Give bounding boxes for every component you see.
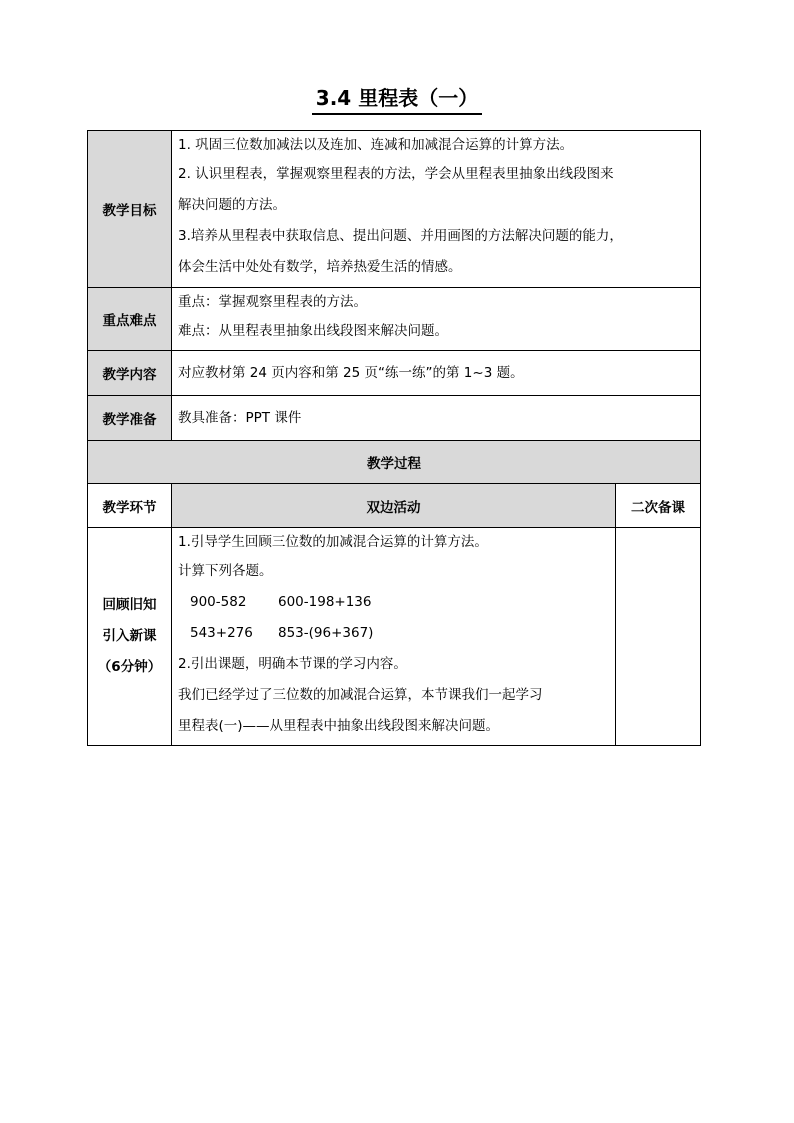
review-line-1: 1.引导学生回顾三位数的加减混合运算的计算方法。 xyxy=(178,534,488,550)
calc-item: 900-582 xyxy=(190,594,247,610)
calc-row-1 xyxy=(172,587,615,618)
label-teaching-prep: 教学准备 xyxy=(88,396,172,441)
review-line-6: 我们已经学过了三位数的加减混合运算，本节课我们一起学习 xyxy=(178,687,543,703)
label-teaching-content: 教学内容 xyxy=(88,351,172,396)
teaching-content-text xyxy=(172,351,701,396)
label-key-points: 重点难点 xyxy=(88,288,172,351)
review-label-line-3: （6分钟） xyxy=(97,659,162,675)
calc-item: 543+276 xyxy=(190,625,253,641)
review-activity-content xyxy=(172,528,616,746)
key-point-line-2: 难点：从里程表里抽象出线段图来解决问题。 xyxy=(178,323,448,339)
row-teaching-prep xyxy=(88,396,701,441)
teaching-goals-content xyxy=(172,131,701,288)
review-line-7: 里程表(一)——从里程表中抽象出线段图来解决问题。 xyxy=(178,718,500,734)
calc-item: 600-198+136 xyxy=(278,594,372,610)
row-teaching-content xyxy=(88,351,701,396)
page-title: 3.4 里程表（一） xyxy=(0,82,794,111)
goal-line-1: 1. 巩固三位数加减法以及连加、连减和加减混合运算的计算方法。 xyxy=(178,137,574,153)
col-header-notes: 二次备课 xyxy=(616,484,701,528)
key-points-content xyxy=(172,288,701,351)
calc-row-2 xyxy=(172,618,615,649)
col-header-stage: 教学环节 xyxy=(88,484,172,528)
goal-line-4: 3.培养从里程表中获取信息、提出问题、并用画图的方法解决问题的能力， xyxy=(178,228,623,244)
review-line-5: 2.引出课题，明确本节课的学习内容。 xyxy=(178,656,407,672)
goal-line-2: 2. 认识里程表，掌握观察里程表的方法，学会从里程表里抽象出线段图来 xyxy=(178,166,614,182)
teaching-process-heading: 教学过程 xyxy=(88,441,701,484)
col-header-activity: 双边活动 xyxy=(172,484,616,528)
review-line-2: 计算下列各题。 xyxy=(178,563,273,579)
key-point-line-1: 重点：掌握观察里程表的方法。 xyxy=(178,294,367,310)
review-label-line-1: 回顾旧知 xyxy=(102,597,157,613)
calc-item: 853-(96+367) xyxy=(278,625,374,641)
goal-line-3: 解决问题的方法。 xyxy=(178,197,286,213)
label-teaching-goals: 教学目标 xyxy=(88,131,172,288)
row-teaching-goals xyxy=(88,131,701,288)
teaching-content-line: 对应教材第 24 页内容和第 25 页“练一练”的第 1~3 题。 xyxy=(178,364,524,381)
row-key-points xyxy=(88,288,701,351)
review-notes-cell xyxy=(616,528,701,746)
label-review-stage xyxy=(88,528,172,746)
goal-line-5: 体会生活中处处有数学，培养热爱生活的情感。 xyxy=(178,259,462,275)
row-process-header xyxy=(88,441,701,484)
teaching-prep-line: 教具准备：PPT 课件 xyxy=(178,409,302,426)
row-review xyxy=(88,528,701,746)
lesson-plan-table xyxy=(87,130,701,746)
review-label-line-2: 引入新课 xyxy=(102,628,157,644)
teaching-prep-text xyxy=(172,396,701,441)
row-column-headers xyxy=(88,484,701,528)
